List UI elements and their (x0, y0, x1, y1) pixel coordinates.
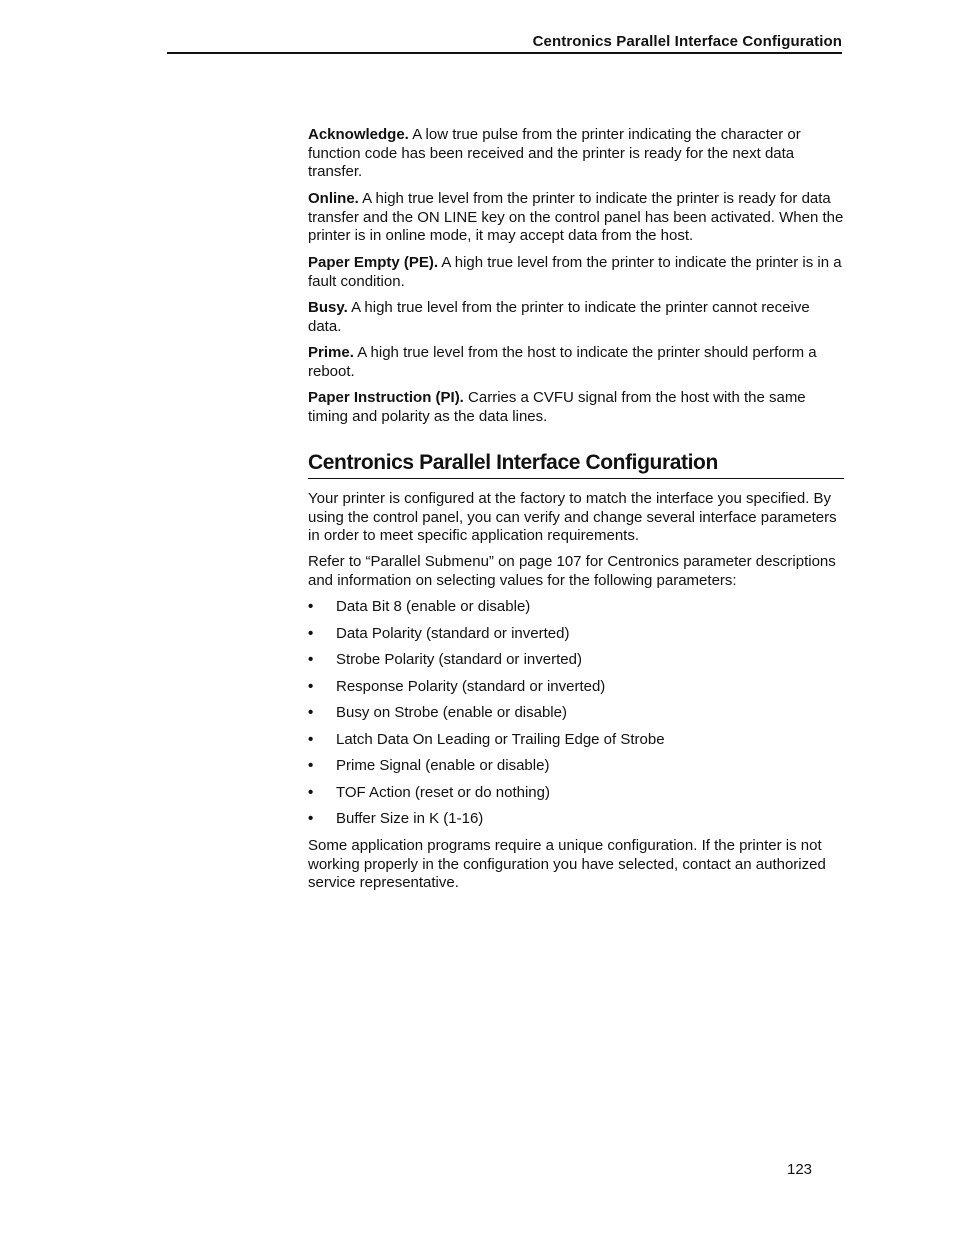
list-item-text: Latch Data On Leading or Trailing Edge of Strobe (336, 730, 665, 748)
list-item (308, 731, 844, 750)
list-item-text: Data Polarity (standard or inverted) (336, 624, 570, 642)
list-item (308, 678, 844, 697)
intro-paragraph: Your printer is configured at the factory to match the interface you specified. By using the control panel, you can verify and change several interface parameters in order to meet specific application requirements. (308, 489, 837, 545)
list-item-text: Prime Signal (enable or disable) (336, 757, 550, 775)
bullet-icon: • (308, 810, 314, 828)
definition-text: A high true level from the printer to indicate the printer cannot receive data. (308, 299, 810, 335)
list-item (308, 625, 844, 644)
section-heading: Centronics Parallel Interface Configuration (308, 449, 844, 479)
definition-term: Paper Empty (PE). (308, 253, 439, 271)
bullet-icon: • (308, 651, 314, 669)
definition-text: Carries a CVFU signal from the host with the same timing and polarity as the data lines. (308, 389, 806, 426)
list-item (308, 810, 844, 829)
list-item-text: TOF Action (reset or do nothing) (336, 783, 550, 801)
list-item-text: Busy on Strobe (enable or disable) (336, 704, 567, 722)
bullet-icon: • (308, 757, 314, 775)
definition-text: A high true level from the printer to indicate the printer is in a fault condition. (308, 253, 842, 290)
definition-busy (308, 299, 844, 336)
definition-term: Paper Instruction (PI). (308, 389, 464, 407)
list-item (308, 651, 844, 670)
definition-term: Prime. (308, 344, 354, 362)
definition-term: Online. (308, 189, 359, 207)
list-item-text: Response Polarity (standard or inverted) (336, 677, 606, 695)
definition-term: Acknowledge. (308, 126, 409, 143)
list-item (308, 598, 844, 617)
definition-text: A high true level from the printer to indicate the printer is ready for data transfer and the ON LINE key on the control panel has been activated. When the printer is in online mode, it may accept data from the host. (308, 189, 844, 245)
closing-paragraph: Some application programs require a unique configuration. If the printer is not working properly in the configuration you have selected, contact an authorized service representative. (308, 837, 826, 892)
definition-prime (308, 344, 844, 381)
bullet-icon: • (308, 598, 314, 616)
bullet-icon: • (308, 783, 314, 801)
bullet-icon: • (308, 677, 314, 695)
bullet-icon: • (308, 704, 314, 722)
running-header-title: Centronics Parallel Interface Configuration (532, 33, 842, 50)
definition-text: A high true level from the host to indicate the printer should perform a reboot. (308, 344, 817, 380)
running-header (167, 32, 842, 54)
definition-paper-instruction (308, 389, 844, 426)
page-number: 123 (787, 1161, 813, 1178)
list-item-text: Data Bit 8 (enable or disable) (336, 598, 531, 616)
list-item (308, 704, 844, 723)
list-item (308, 757, 844, 776)
list-item (308, 784, 844, 803)
refer-paragraph: Refer to “Parallel Submenu” on page 107 for Centronics parameter descriptions and information on selecting values for the following parameters: (308, 553, 836, 590)
definition-text: A low true pulse from the printer indicating the character or function code has been received and the printer is ready for the next data transfer. (308, 126, 801, 181)
list-item-text: Strobe Polarity (standard or inverted) (336, 651, 582, 669)
definition-online (308, 190, 844, 246)
bullet-icon: • (308, 624, 314, 642)
page-content (308, 126, 844, 901)
list-item-text: Buffer Size in K (1-16) (336, 810, 484, 828)
parameter-list (308, 598, 844, 829)
bullet-icon: • (308, 730, 314, 748)
definition-acknowledge (308, 126, 844, 182)
definition-paper-empty (308, 254, 844, 291)
definition-term: Busy. (308, 299, 348, 317)
